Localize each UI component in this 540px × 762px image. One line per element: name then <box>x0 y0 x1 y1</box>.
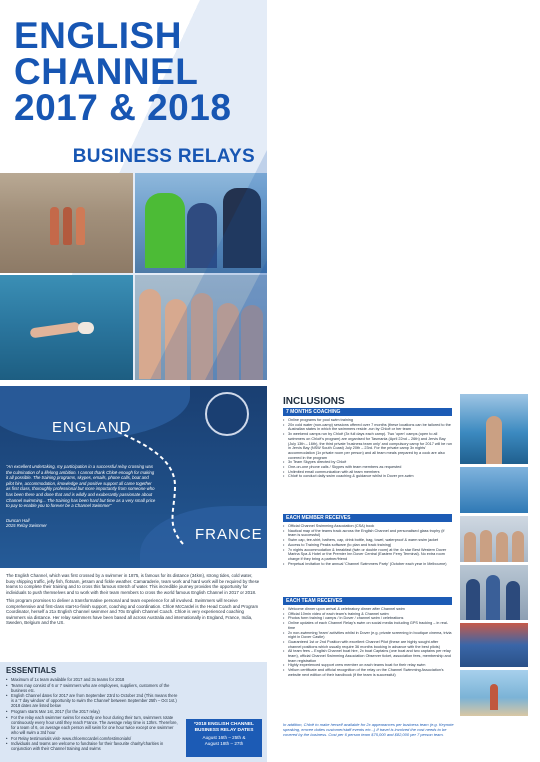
brochure-cover <box>0 0 267 380</box>
testimonial-attribution <box>6 518 156 529</box>
relay-date-range: August 18th – 27th <box>204 741 244 746</box>
list-item: • Official Channel Swimming Association (CSA) book <box>283 524 452 529</box>
list-item: • Vellum certificate and official recognition of the relay on the Channel Swimming Association's website next edition of their handbook (if the team is successful) <box>283 668 452 677</box>
essentials-item: • Program starts Mar 1st, 2017 (for the 2017 relay) <box>6 709 181 714</box>
swimmer-figure <box>496 532 508 562</box>
inside-right-page <box>273 386 540 762</box>
section-bar-coaching: 7 MONTHS COACHING <box>283 408 452 416</box>
cover-title-line-2: CHANNEL <box>14 51 199 92</box>
list-item: • Guaranteed 1st or 2nd Position with excellent Channel Pilot (these are highly sought after channel positions which usually require 36 months booking in advance with the best pilots) <box>283 640 452 649</box>
list-item: • Unlimited email communication with all team members <box>283 470 452 475</box>
swimmer-figure <box>486 416 502 464</box>
coastline-photo <box>460 467 528 513</box>
list-item: • Nautical map of the teams track across the English Channel and personalised glass trophy (if team is successful) <box>283 529 452 538</box>
crew-figure <box>223 188 261 268</box>
swimmers-group-photo <box>135 275 267 380</box>
program-introduction <box>6 573 262 629</box>
beach-team-photo <box>0 173 133 273</box>
cover-title <box>14 15 259 128</box>
list-item: • Online programs for pool swim training <box>283 418 452 423</box>
section-bar-team: EACH TEAM RECEIVES <box>283 597 452 605</box>
list-item: • Swim cap, tee-shirt, bathers, cap, drink bottle, bag, towel, waterproof & warm swim jacket <box>283 538 452 543</box>
channel-map <box>0 386 267 568</box>
essentials-item: • English Channel dates for 2017 are from September 23rd to October 2nd (This means there is a '7 day window' of opportunity to swim the Channel' between September 25th – Oct 1st.) 2018 dates are listed below <box>6 693 181 708</box>
swimmer-figure <box>76 207 85 245</box>
list-item: • Chloë to conduct daily swim coaching & guidance whilst in Dover pre-swim <box>283 474 452 479</box>
swim-cap <box>78 322 94 334</box>
swimmer-figure <box>50 207 59 245</box>
list-item: • All team fees – English Channel boat hire, 2x boat Captains (one boat and two captains per relay team), official Channel Swimming Association Observer ticket, association fees, membership and team registration <box>283 649 452 663</box>
coaching-list <box>283 418 452 479</box>
swimmer-figure <box>464 532 476 562</box>
open-water-swimmer-photo <box>0 275 133 380</box>
group-photo <box>460 516 528 562</box>
crew-figure <box>187 203 217 268</box>
list-item: • One-on-one phone calls / Skypes with team members as requested <box>283 465 452 470</box>
cover-subtitle: BUSINESS RELAYS <box>72 146 255 167</box>
member-list <box>283 524 452 566</box>
essentials-item: • For the relay each swimmer swims for exactly one hour during their turn, swimmers rotate continuously every hour until they reach France. The average relay time is 13hrs. Therefore, for a team of 6, on average each person will swim for one hour twice except one swimmer who will swim a 3rd hour <box>6 715 181 735</box>
essentials-list <box>6 677 181 752</box>
testimonial-role: 2015 Relay Swimmer <box>6 523 47 529</box>
relay-dates-box <box>186 719 262 757</box>
swimmer-figure <box>139 289 161 379</box>
intro-paragraph: This program promises to deliver a transformative personal and team experience for all involved. Swimmers will receive comprehensive and first-class start-to-finish support, coaching and coordination. Chloë McCardel is the Head Coach and Program Coordinator, herself a 21x English Channel swimmer and 70x English Channel Coach. Chloë is very experienced coaching swimmers via distance. Her relay swimmers have been based all across Australia and internationally in England, France, India, Sweden, Belgium and the US. <box>6 598 259 625</box>
testimonial-author: Duncan Hall <box>6 518 30 523</box>
essentials-item: • Maximum of 1x team available for 2017 and 3x teams for 2018 <box>6 677 181 682</box>
celebration-photo <box>460 623 528 667</box>
list-item: • 3x Team Skypes directed by Chloë <box>283 460 452 465</box>
france-label: FRANCE <box>195 526 263 543</box>
cover-title-line-3: 2017 & 2018 <box>14 87 232 128</box>
essentials-heading: ESSENTIALS <box>6 666 57 675</box>
testimonial-quote: "An excellent undertaking, my participation in a successful relay crossing was the culmination of a lifelong ambition. I cannot thank Chloë enough for making it all possible. The training programs, skypes, emails, phone calls, boat and pilot hire, accommodation, knowledge and positive support all came together as first class, thoroughly professional but more importantly from someone who has been there and done that and is wildly and exuberantly passionate about Channel swimming... The training has been hard but time as a very small price to pay to enable you to forever be a Channel Swimmer" <box>6 464 156 509</box>
team-list <box>283 607 452 678</box>
swimmer-figure <box>217 303 239 380</box>
list-item: • 20x cold water (non-camp) sessions offered over 7 months (these locations can be tailored to the Australian states in which the swimmers reside -run by Chloë or her team <box>283 423 452 432</box>
england-label: ENGLAND <box>52 419 132 436</box>
pricing-note: In addition, Chloë to make herself available for 2x appearances per business team (e.g. Keynote speaking, emcee duties customer/staff events etc...) If travel is involved the cost needs to be covered by the business. Cost per 6 person team $75,000 and $82,000 per 7 person team. <box>283 722 454 737</box>
swimmer-figure <box>512 531 524 562</box>
swimmer-figure <box>63 207 72 245</box>
crew-figure <box>466 579 480 620</box>
essentials-item: • For Relay testimonials visit- www.chloemccardel.com/testimonials/ <box>6 736 181 741</box>
essentials-item: • Individuals and teams are welcome to fundraise for their favourite charity/charities in conjunction with their Channel training and swims <box>6 741 181 751</box>
list-item: • 3x weekend camps run by Chloë (3x full days each camp). Two 'open' camps (open to all swimmers on Chloë's program) are organised for Tasmania (April 22nd – 26th) and Jervis Bay (July 13th – 16th), the third private 'business team only' and compulsory camp for 2017 will be run in Jervis Bay (NSW South Coast) July 20th – 23rd. For the private camp 3x nights' accommodation (1x private room per person) and all team meals prepared by a cook are also covered in the program <box>283 432 452 460</box>
swimmer-figure <box>191 293 213 380</box>
list-item: • Access to Training Peaks software (to plan and track training) <box>283 543 452 548</box>
swimmer-figure <box>241 305 263 380</box>
inclusions-heading: INCLUSIONS <box>283 396 345 407</box>
cover-title-line-1: ENGLISH <box>14 15 182 56</box>
swimmer-figure <box>165 299 187 380</box>
list-item: • Welcome dinner upon arrival & celebratory dinner after Channel swim <box>283 607 452 612</box>
list-item: • Perpetual invitation to the annual 'Channel Swimmers Party' (October each year in Melbourne) <box>283 562 452 567</box>
swimmer-arm <box>30 322 81 339</box>
crew-figure <box>145 193 185 268</box>
crew-figure <box>486 575 500 620</box>
relay-dates-title: *2018 ENGLISH CHANNEL BUSINESS RELAY DATES <box>194 722 254 733</box>
list-item: • Online updates of each Channel Relay's swim on social media including GPS tracking – in real-time <box>283 621 452 630</box>
relay-date-range: August 16th – 25th & <box>202 735 246 740</box>
inside-left-page <box>0 386 267 762</box>
relay-dates-list <box>190 735 258 747</box>
essentials-item: • Teams may consist of 6 or 7 swimmers who are employees, suppliers, customers of the business etc. <box>6 683 181 693</box>
swimmer-figure <box>480 530 492 562</box>
swimmer-in-water-photo <box>460 394 528 464</box>
list-item: • 2x non-swimming 'team' activities whilst in Dover (e.g. private screening in boutique cinema, trivia night in Dover Castle) <box>283 631 452 640</box>
list-item: • Official 10min video of each team's training & Channel swim <box>283 612 452 617</box>
beach-swimmer-photo <box>460 670 528 716</box>
list-item: • Highly experienced support crew member on each teams boat for their relay swim <box>283 663 452 668</box>
crew-figure <box>506 581 520 620</box>
intro-paragraph: The English Channel, which was first crossed by a swimmer in 1875, is famous for its distance (34km), strong tides, cold water, busy shipping traffic, jelly fish, flotsam, jetsam and fickle weather. Camaraderie, team work and hard work will be required by these teams to complete their training and to cross this famous stretch of water. This incredible journey provides the opportunity for individuals to push themselves and to work with their team members to cross the world famous English Channel in 2017 or 2018. <box>6 573 260 595</box>
list-item: • Photos form training / camps / in Dover / channel swim / celebrations <box>283 616 452 621</box>
team-photo <box>460 565 528 620</box>
section-bar-member: EACH MEMBER RECEIVES <box>283 514 452 522</box>
list-item: • 7x nights accommodation & breakfast (twin or double room) at the 4x star Best Western Dover Marina Spa & Hotel or the Premier Inn Dover Central (Eastern Ferry Terminal). No extra room charge if they bring a partner/friend <box>283 548 452 562</box>
swimmer-figure <box>490 684 498 710</box>
boat-crew-photo <box>135 173 267 273</box>
